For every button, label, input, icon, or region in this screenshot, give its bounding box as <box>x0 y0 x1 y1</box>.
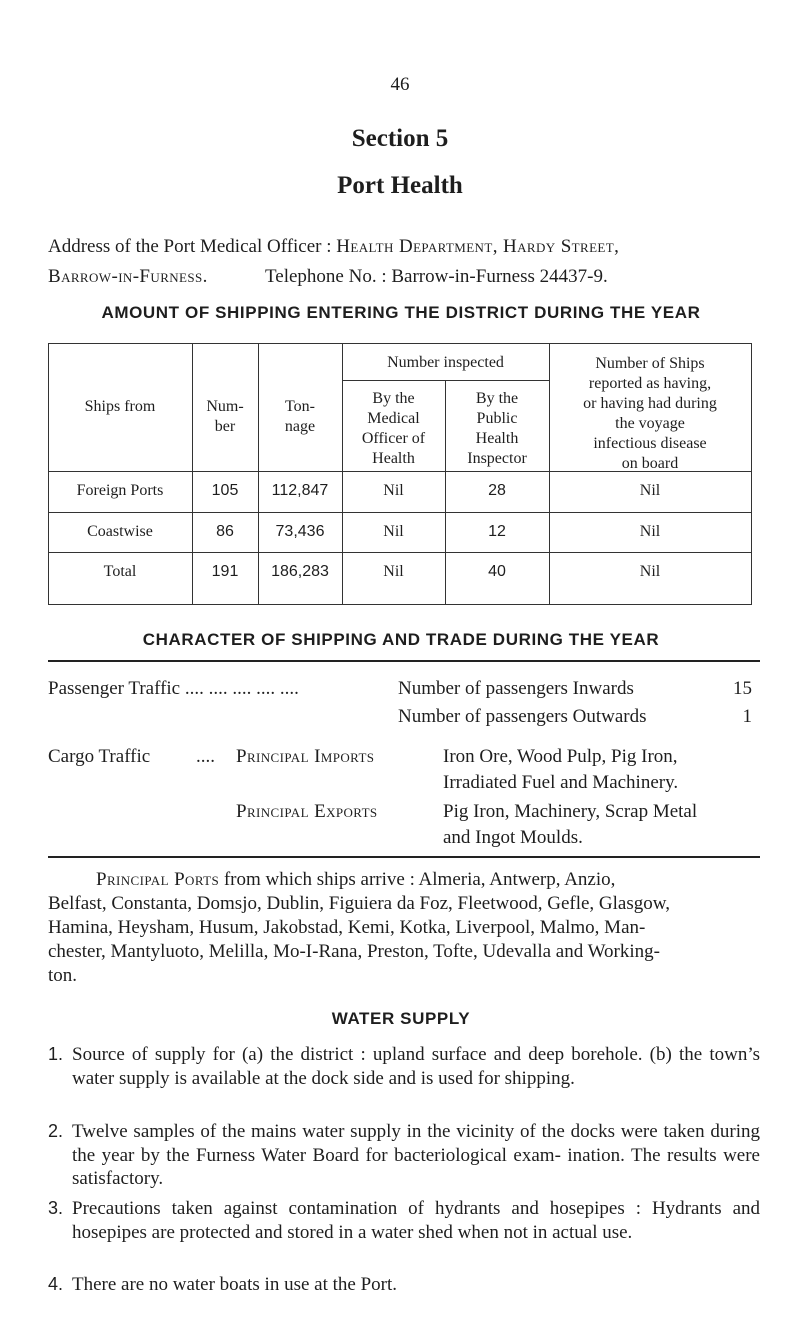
col-header-infectious-line: Number of Ships <box>595 355 705 372</box>
col-header-tonnage-line: nage <box>284 418 316 435</box>
col-header-phi-line: Public <box>476 410 518 427</box>
col-header-infectious-line: or having had during <box>583 395 717 412</box>
water-item-text: Twelve samples of the mains water supply in the vicinity of the docks were taken during the year by the Furness Water Board for bacteriological exam- ination. The results were satisfactory. <box>72 1121 760 1190</box>
table-cell-from: Coastwise <box>87 523 153 540</box>
table-cell-tonnage: 73,436 <box>275 523 325 540</box>
subsection-title: Port Health <box>337 172 463 199</box>
exports-line: and Ingot Moulds. <box>443 827 583 848</box>
imports-line: Irradiated Fuel and Machinery. <box>443 772 679 793</box>
ports-line: Hamina, Heysham, Husum, Jakobstad, Kemi, Kotka, Liverpool, Malmo, Man- <box>48 917 646 938</box>
table-cell-infectious: Nil <box>639 563 661 580</box>
principal-exports-label: Principal Exports <box>236 801 378 822</box>
table-cell-medical-officer: Nil <box>383 563 404 580</box>
col-header-infectious-line: the voyage <box>615 415 685 432</box>
cargo-traffic-label: Cargo Traffic <box>48 746 151 767</box>
col-header-infectious-line: infectious disease <box>593 435 707 452</box>
water-item <box>48 1120 760 1191</box>
cargo-dots: .... <box>196 746 215 767</box>
table-cell-from: Total <box>103 563 137 580</box>
table-row-rule <box>48 552 752 553</box>
water-item-text: Source of supply for (a) the district : upland surface and deep borehole. (b) the town’s water supply is available at the dock side and is used for shipping. <box>72 1044 760 1089</box>
address-value: Health Department, Hardy Street, <box>336 236 620 257</box>
table-col-rule <box>751 343 752 605</box>
ports-line: Belfast, Constanta, Domsjo, Dublin, Figuiera da Foz, Fleetwood, Gefle, Glasgow, <box>48 893 670 914</box>
col-header-infectious-line: reported as having, <box>588 375 712 392</box>
table-cell-number: 191 <box>211 563 239 580</box>
table-cell-health-inspector: 40 <box>488 563 506 580</box>
passengers-inwards-value: 15 <box>733 678 752 699</box>
col-header-number-line: ber <box>214 418 236 435</box>
table-cell-number: 105 <box>211 482 239 499</box>
ports-line: chester, Mantyluoto, Melilla, Mo-I-Rana, Preston, Tofte, Udevalla and Working- <box>48 941 660 962</box>
exports-line: Pig Iron, Machinery, Scrap Metal <box>443 801 698 822</box>
page-number: 46 <box>390 74 410 95</box>
col-header-mo-line: By the <box>372 390 415 407</box>
telephone-label: Telephone No. : <box>264 266 387 287</box>
water-item <box>48 1043 760 1090</box>
address-line-1 <box>48 236 768 258</box>
section-rule <box>48 856 760 858</box>
ports-line: ton. <box>48 965 78 986</box>
col-header-mo-line: Health <box>372 450 415 467</box>
passengers-inwards-label <box>398 677 634 700</box>
table-cell-number: 86 <box>216 523 234 540</box>
water-item-number: 2. <box>48 1121 64 1141</box>
col-header-health-inspector <box>445 389 549 469</box>
table-cell-health-inspector: 12 <box>488 523 506 540</box>
col-header-infectious-line: on board <box>621 455 679 472</box>
water-supply-heading: WATER SUPPLY <box>331 1009 471 1028</box>
water-item-number: 1. <box>48 1044 64 1064</box>
col-header-tonnage <box>258 397 342 437</box>
table-top-rule <box>48 343 752 344</box>
section-title: Section 5 <box>351 125 449 152</box>
telephone-value: Barrow-in-Furness 24437-9. <box>391 266 608 287</box>
ports-line <box>96 868 615 891</box>
shipping-table <box>48 343 752 605</box>
imports-line: Iron Ore, Wood Pulp, Pig Iron, <box>443 746 678 767</box>
address-line-2 <box>48 266 768 288</box>
table-cell-infectious: Nil <box>639 523 661 540</box>
water-item-number: 3. <box>48 1198 64 1218</box>
section-rule <box>48 660 760 662</box>
address-label: Address of the Port Medical Officer : <box>48 236 332 257</box>
water-item <box>48 1273 760 1297</box>
table-cell-medical-officer: Nil <box>383 482 404 499</box>
table-cell-tonnage: 112,847 <box>271 482 329 499</box>
passengers-inwards-text: Number of passengers Inwards <box>398 678 634 699</box>
water-item-text: There are no water boats in use at the Port. <box>72 1274 397 1295</box>
table-bottom-rule <box>48 604 752 605</box>
col-header-mo-line: Officer of <box>361 430 426 447</box>
table-cell-infectious: Nil <box>639 482 661 499</box>
passengers-outwards-text: Number of passengers Outwards <box>398 706 647 727</box>
shipping-heading: AMOUNT OF SHIPPING ENTERING THE DISTRICT DURING THE YEAR <box>101 303 701 322</box>
passengers-outwards-value: 1 <box>742 706 752 727</box>
col-header-number <box>192 397 258 437</box>
address-town: Barrow-in-Furness. <box>48 266 208 287</box>
table-cell-health-inspector: 28 <box>488 482 506 499</box>
col-header-phi-line: Inspector <box>467 450 527 467</box>
principal-imports-label: Principal Imports <box>236 746 375 767</box>
col-header-ships-from: Ships from <box>84 398 156 415</box>
passenger-traffic-label: Passenger Traffic .... .... .... .... .... <box>48 678 299 699</box>
ports-line-text: from which ships arrive : Almeria, Antwerp, Anzio, <box>223 869 616 890</box>
water-item <box>48 1197 760 1244</box>
col-header-phi-line: By the <box>475 390 519 407</box>
col-header-medical-officer <box>342 389 445 469</box>
col-header-number-inspected: Number inspected <box>387 354 504 371</box>
table-cell-tonnage: 186,283 <box>271 563 329 580</box>
passengers-outwards-label <box>398 705 647 728</box>
col-header-number-line: Num- <box>206 398 244 415</box>
water-item-number: 4. <box>48 1274 64 1294</box>
table-row-rule <box>48 512 752 513</box>
principal-ports-label: Principal Ports <box>96 869 220 890</box>
character-heading: CHARACTER OF SHIPPING AND TRADE DURING THE YEAR <box>142 630 660 649</box>
water-item-text: Precautions taken against contamination of hydrants and hosepipes : Hydrants and hosepipes are protected and stored in a water shed when not in actual use. <box>72 1198 760 1243</box>
table-cell-from: Foreign Ports <box>76 482 164 499</box>
col-header-phi-line: Health <box>475 430 519 447</box>
col-header-mo-line: Medical <box>367 410 420 427</box>
col-header-infectious <box>549 354 751 474</box>
col-header-tonnage-line: Ton- <box>285 398 315 415</box>
table-cell-medical-officer: Nil <box>383 523 404 540</box>
